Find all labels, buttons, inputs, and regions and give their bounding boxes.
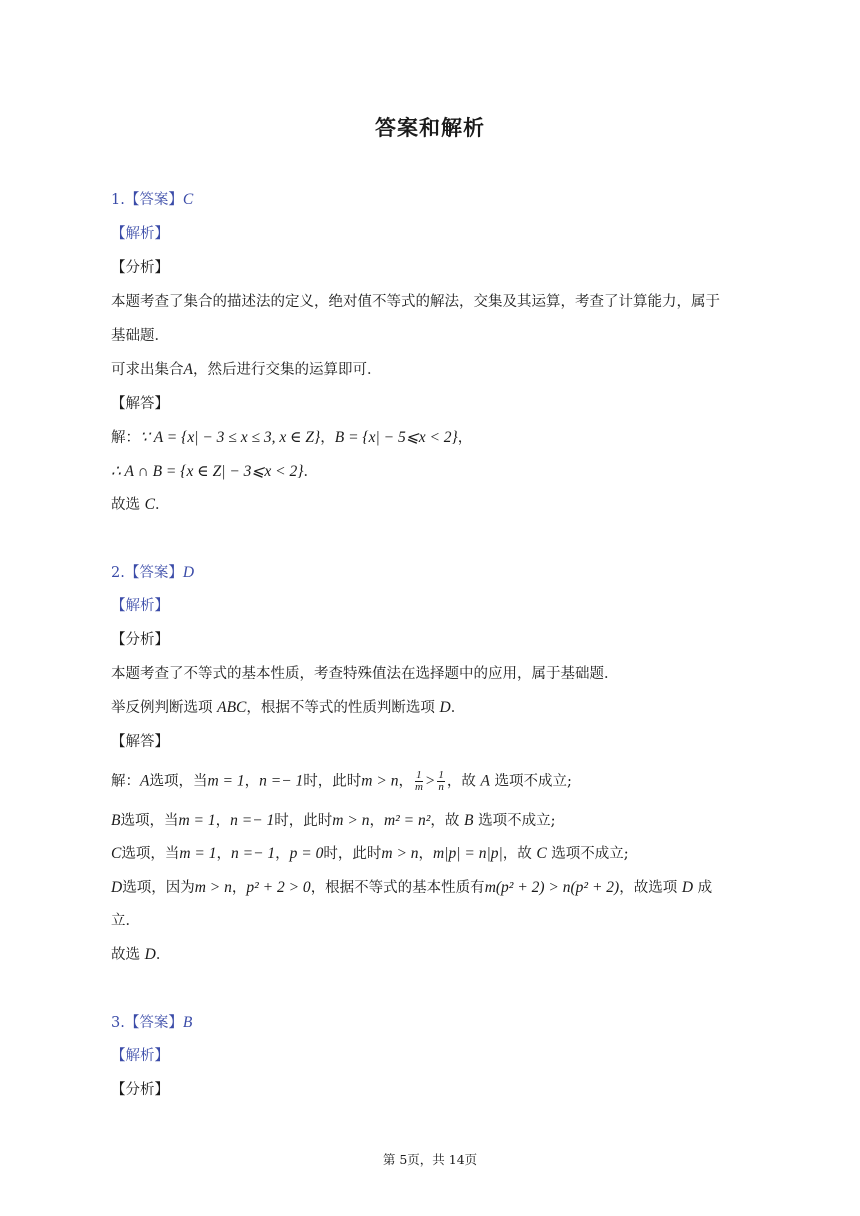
q1-sol2-math: ∴ A ∩ B = {x ∈ Z| − 3⩽x < 2} bbox=[111, 463, 304, 480]
q2-jieda-label: 【解答】 bbox=[111, 734, 169, 750]
q2-c-m2: n =− 1 bbox=[231, 845, 276, 862]
q2-option-d bbox=[111, 878, 761, 898]
q2-analysis2-var2: D bbox=[439, 699, 451, 716]
q2-a-t4: ， bbox=[398, 773, 413, 790]
q3-jiexi-label: 【解析】 bbox=[111, 1048, 169, 1064]
q2-d-t5: 成 bbox=[693, 880, 713, 896]
q1-conclusion bbox=[111, 495, 761, 515]
q2-a-t2: ， bbox=[244, 773, 260, 790]
q2-d-t2: ， bbox=[231, 880, 247, 896]
q2-a-m3: m > n bbox=[361, 772, 399, 790]
q2-option-b bbox=[111, 811, 761, 831]
q2-answer-value: D bbox=[182, 564, 195, 581]
q2-a-m2: n =− 1 bbox=[259, 772, 304, 790]
q2-b-t5: ，故 bbox=[430, 813, 465, 829]
q1-conclusion-end: ． bbox=[154, 497, 170, 513]
q2-c-var: C bbox=[111, 845, 122, 862]
q2-conclusion-text: 故选 bbox=[111, 947, 145, 963]
q2-analysis2-mid: ，根据不等式的性质判断选项 bbox=[246, 700, 440, 716]
q2-c-m1: m = 1 bbox=[179, 845, 217, 862]
q1-conclusion-var: C bbox=[144, 496, 155, 513]
q1-sol1-sep: ， bbox=[320, 430, 335, 446]
q1-analysis3-text: 可求出集合 bbox=[111, 362, 184, 378]
q1-analysis3-post: ，然后进行交集的运算即可． bbox=[192, 362, 382, 378]
q2-a-var: A bbox=[140, 772, 150, 790]
q2-c-t3: ， bbox=[275, 846, 290, 862]
q1-answer-line bbox=[111, 190, 761, 210]
q1-analysis-line-1: 本题考查了集合的描述法的定义，绝对值不等式的解法，交集及其运算，考查了计算能力，属于 bbox=[111, 294, 720, 310]
q2-a-m1: m = 1 bbox=[207, 772, 245, 790]
q1-analysis-line-3 bbox=[111, 360, 761, 380]
q2-a-var2: A bbox=[480, 772, 490, 790]
q2-c-t4: 时，此时 bbox=[323, 846, 382, 862]
q2-a-t5: ，故 bbox=[446, 773, 481, 790]
q2-option-a bbox=[111, 770, 761, 793]
q2-a-frac1-den: m bbox=[414, 781, 423, 793]
q2-c-m5: m|p| = n|p| bbox=[433, 845, 503, 862]
q1-analysis3-var: A bbox=[183, 361, 193, 378]
q2-analysis-line-1: 本题考查了不等式的基本性质，考查特殊值法在选择题中的应用，属于基础题． bbox=[111, 666, 619, 682]
q1-answer-value: C bbox=[182, 191, 194, 208]
page-title: 答案和解析 bbox=[375, 116, 485, 140]
q2-answer-line bbox=[111, 563, 761, 583]
q2-b-var: B bbox=[111, 812, 121, 829]
q2-d-m1: m > n bbox=[194, 879, 232, 896]
q3-fenxi-label: 【分析】 bbox=[111, 1082, 169, 1098]
q2-b-m1: m = 1 bbox=[178, 812, 216, 829]
q2-d-m3: m(p² + 2) > n(p² + 2) bbox=[484, 879, 620, 896]
q1-sol1-prefix: 解： bbox=[111, 430, 140, 446]
q2-conclusion-end: ． bbox=[155, 947, 171, 963]
q2-option-d-cont: 立． bbox=[111, 913, 140, 929]
q1-answer-label: 1.【答案】 bbox=[111, 192, 183, 208]
q2-conclusion bbox=[111, 945, 761, 965]
q2-analysis2-text: 举反例判断选项 bbox=[111, 700, 218, 716]
q2-jiexi-label: 【解析】 bbox=[111, 598, 169, 614]
q2-d-var2: D bbox=[681, 879, 694, 896]
q2-b-t4: ， bbox=[369, 813, 384, 829]
q3-answer-value: B bbox=[182, 1014, 193, 1031]
q2-c-m4: m > n bbox=[381, 845, 419, 862]
q2-b-t2: ， bbox=[215, 813, 231, 829]
q2-b-m3: m > n bbox=[332, 812, 370, 829]
q2-b-t3: 时，此时 bbox=[274, 813, 333, 829]
q1-sol1-math2: B = {x| − 5⩽x < 2} bbox=[334, 429, 458, 446]
q1-sol2-end: ． bbox=[303, 464, 318, 480]
q2-answer-label: 2.【答案】 bbox=[111, 565, 183, 581]
q1-conclusion-text: 故选 bbox=[111, 497, 145, 513]
q2-conclusion-var: D bbox=[144, 946, 156, 963]
q2-b-t6: 选项不成立; bbox=[473, 813, 556, 829]
q2-d-t3: ，根据不等式的基本性质有 bbox=[310, 880, 485, 896]
q1-solution-line-2 bbox=[111, 462, 761, 482]
q2-d-t1: 选项，因为 bbox=[122, 880, 195, 896]
q2-a-t3: 时，此时 bbox=[303, 773, 362, 790]
q2-a-prefix: 解： bbox=[111, 773, 140, 790]
q2-d-m2: p² + 2 > 0 bbox=[246, 879, 311, 896]
q2-option-c bbox=[111, 844, 761, 864]
q3-answer-label: 3.【答案】 bbox=[111, 1015, 183, 1031]
q2-c-var2: C bbox=[536, 845, 547, 862]
q1-sol1-end: ， bbox=[457, 430, 473, 446]
q2-c-t5: ， bbox=[418, 846, 434, 862]
q2-a-t6: 选项不成立; bbox=[489, 773, 572, 790]
q2-c-t2: ， bbox=[216, 846, 231, 862]
q3-answer-line bbox=[111, 1013, 761, 1033]
q2-analysis-line-2 bbox=[111, 698, 761, 718]
q2-b-m4: m² = n² bbox=[383, 812, 431, 829]
q2-a-gt: > bbox=[424, 772, 436, 790]
q2-c-m3: p = 0 bbox=[289, 845, 324, 862]
q1-solution-line-1 bbox=[111, 428, 761, 448]
q2-d-t4: ，故选项 bbox=[619, 880, 682, 896]
page-footer: 第 5页，共 14页 bbox=[382, 1152, 478, 1167]
q1-analysis-line-2: 基础题． bbox=[111, 328, 169, 344]
q2-c-t1: 选项，当 bbox=[121, 846, 180, 862]
q1-sol1-math: ∵ A = {x| − 3 ≤ x ≤ 3, x ∈ Z} bbox=[140, 429, 321, 446]
q2-a-frac1-num: 1 bbox=[416, 769, 422, 781]
q2-b-m2: n =− 1 bbox=[230, 812, 275, 829]
q2-a-fraction-1 bbox=[415, 770, 423, 793]
q2-a-t1: 选项，当 bbox=[149, 773, 208, 790]
q2-c-t7: 选项不成立; bbox=[546, 846, 629, 862]
q2-b-t1: 选项，当 bbox=[120, 813, 179, 829]
q2-d-var: D bbox=[111, 879, 123, 896]
q1-fenxi-label: 【分析】 bbox=[111, 260, 169, 276]
q2-a-frac2-num: 1 bbox=[438, 769, 444, 781]
q2-b-var2: B bbox=[464, 812, 474, 829]
q2-a-fraction-2 bbox=[437, 770, 445, 793]
q1-jieda-label: 【解答】 bbox=[111, 396, 169, 412]
q2-a-frac2-den: n bbox=[438, 781, 444, 793]
q2-fenxi-label: 【分析】 bbox=[111, 632, 169, 648]
q2-c-t6: ，故 bbox=[502, 846, 537, 862]
q1-jiexi-label: 【解析】 bbox=[111, 226, 169, 242]
q2-analysis2-var: ABC bbox=[217, 699, 247, 716]
q2-analysis2-end: ． bbox=[450, 700, 466, 716]
